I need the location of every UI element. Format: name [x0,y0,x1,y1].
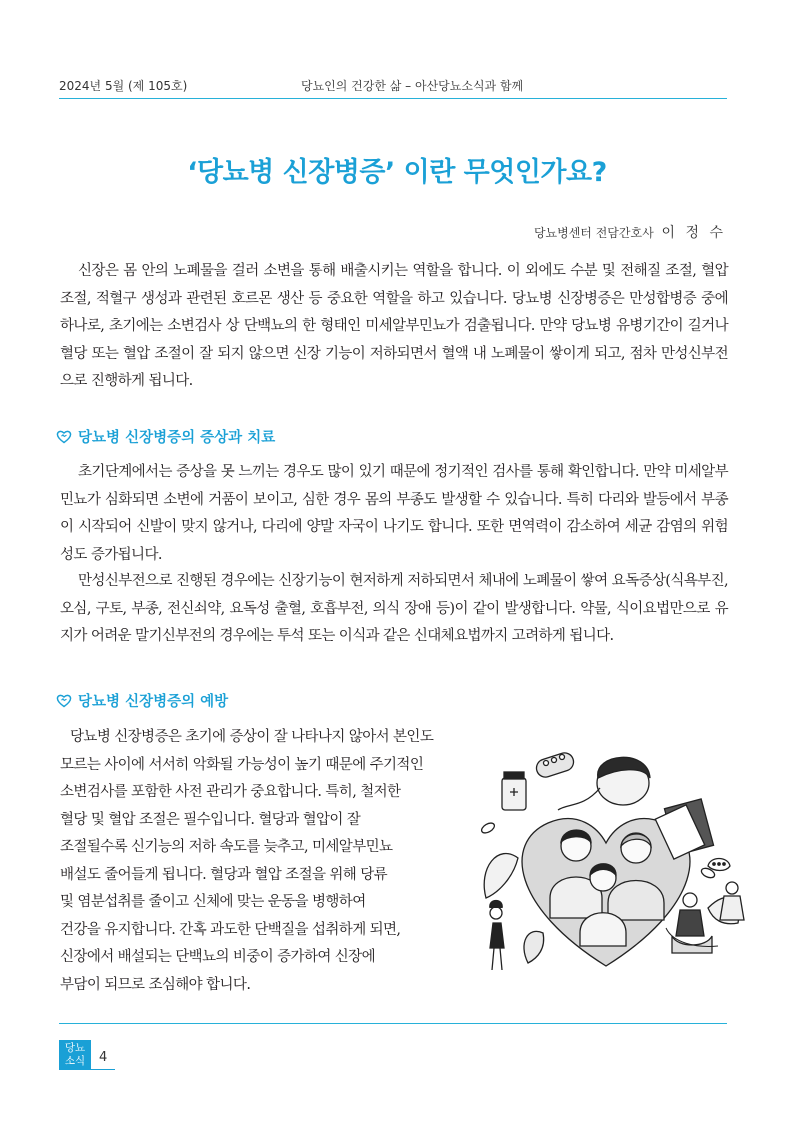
section-heading-prevention [56,690,228,711]
prevention-line: 신장에서 배설되는 단백뇨의 비중이 증가하여 신장에 [60,949,375,965]
footer-rule [59,1069,115,1070]
prevention-line: 모르는 사이에 서서히 악화될 가능성이 높기 때문에 주기적인 [60,756,424,773]
author-credit [534,222,726,242]
page-header [59,74,727,99]
badge-line: 소식 [64,1055,86,1067]
article-title: ‘당뇨병 신장병증’ 이란 무엇인가요? [187,157,607,188]
section-heading-symptoms [56,426,275,447]
intro-paragraph: 신장은 몸 안의 노폐물을 걸러 소변을 통해 배출시키는 역할을 합니다. 이 외에도 수분 및 전해질 조절, 혈압 조절, 적혈구 생성과 관련된 호르몬 생산 등 중요한 역할을 하고 있습니다. 당뇨병 신장병증은 만성합병증 중에 하나로, 초기에는 소변검사 상 단백뇨의 한 형태인 미세알부민뇨가 검출됩니다. 만약 당뇨병 유병기간이 길거나 혈당 또는 혈압 조절이 잘 되지 않으면 신장 기능이 저하되면서 혈액 내 노폐물이 쌓이게 되고, 점차 만성신부전으로 진행하게 됩니다. [60,263,728,389]
heart-outline-icon [56,429,72,444]
prevention-paragraph [60,724,520,999]
prevention-line: 배설도 줄어들게 됩니다. 혈당과 혈압 조절을 위해 당류 [60,866,388,883]
footer-divider [59,1023,727,1024]
author-name: 이 정 수 [661,225,726,241]
symptoms-paragraph-2: 만성신부전으로 진행된 경우에는 신장기능이 현저하게 저하되면서 체내에 노폐물이 쌓여 요독증상(식욕부진, 오심, 구토, 부종, 전신쇠약, 요독성 출혈, 호흡부전, 의식 장애 등)이 같이 발생합니다. 약물, 식이요법만으로 유지가 어려운 말기신부전의 경우에는 투석 또는 이식과 같은 신대체요법까지 고려하게 됩니다. [60,573,728,644]
symptoms-paragraph-1: 초기단계에서는 증상을 못 느끼는 경우도 많이 있기 때문에 정기적인 검사를 통해 확인합니다. 만약 미세알부민뇨가 심화되면 소변에 거품이 보이고, 심한 경우 몸의 부종도 발생할 수 있습니다. 특히 다리와 발등에서 부종이 시작되어 신발이 맞지 않거나, 다리에 양말 자국이 나기도 합니다. 또한 면역력이 감소하여 세균 감염의 위험성도 증가됩니다. [60,464,728,563]
section-heading-text: 당뇨병 신장병증의 예방 [78,694,229,710]
footer-badge [59,1040,91,1070]
prevention-line: 당뇨병 신장병증은 초기에 증상이 잘 나타나지 않아서 본인도 [70,729,434,745]
header-tagline: 당뇨인의 건강한 삶 – 아산당뇨소식과 함께 [301,79,524,93]
prevention-line: 및 염분섭취를 줄이고 신체에 맞는 운동을 병행하여 [60,894,366,910]
prevention-line: 혈당 및 혈압 조절은 필수입니다. 혈당과 혈압이 잘 [60,811,361,828]
page-number: 4 [99,1050,108,1065]
author-role: 당뇨병센터 전담간호사 [533,226,654,240]
heart-outline-icon [56,693,72,708]
prevention-line: 소변검사를 포함한 사전 관리가 중요합니다. 특히, 철저한 [60,784,401,800]
badge-line: 당뇨 [64,1042,86,1054]
issue-info: 2024년 5월 (제 105호) [59,79,188,93]
section-heading-text: 당뇨병 신장병증의 증상과 치료 [78,430,276,446]
prevention-line: 부담이 되므로 조심해야 합니다. [60,976,251,993]
family-heart-illustration [458,748,754,983]
prevention-line: 조절될수록 신기능의 저하 속도를 늦추고, 미세알부민뇨 [60,839,393,855]
prevention-line: 건강을 유지합니다. 간혹 과도한 단백질을 섭취하게 되면, [60,921,401,938]
